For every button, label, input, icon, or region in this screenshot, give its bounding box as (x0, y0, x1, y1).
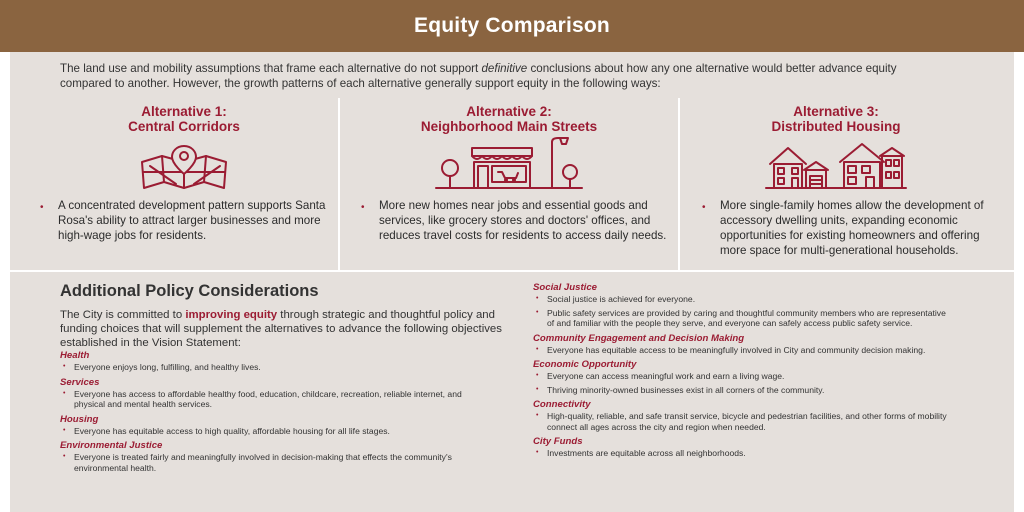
alternative-2-description (361, 198, 669, 243)
bullet-icon: • (536, 412, 539, 419)
alternative-1-card (30, 98, 340, 270)
category-environmental-justice: Environmental Justice (60, 440, 163, 451)
alternative-2-card (340, 98, 680, 270)
intro-text-end: conclusions about how any one alternative would better advance equity compared to another. However, the growth patterns of each alternative generally support equity in the following ways: (60, 62, 897, 90)
alternative-3-name: Distributed Housing (771, 119, 901, 134)
bullet-icon: • (63, 389, 66, 397)
bullet-icon: • (63, 453, 66, 460)
page-header (0, 0, 1024, 52)
policy-title: Additional Policy Considerations (60, 282, 319, 300)
alternative-3-card (680, 98, 992, 270)
bullet-icon: • (63, 426, 66, 434)
intro-text-start: The land use and mobility assumptions that frame each alternative do not support (60, 62, 482, 75)
alternative-2-number: Alternative 2: (466, 104, 552, 119)
list-item (60, 426, 470, 437)
list-item (533, 345, 953, 356)
policy-lead-start: The City is committed to (60, 309, 186, 321)
alternative-3-text: More single-family homes allow the development of accessory dwelling units, expanding economic opportunities for existing homeowners and offering more space for multi-generational households. (720, 199, 984, 257)
bullet-icon: • (40, 202, 44, 213)
alternative-2-text: More new homes near jobs and essential goods and services, like grocery stores and doctors' offices, and reduces travel costs for residents to access daily needs. (379, 199, 667, 242)
category-connectivity: Connectivity (533, 399, 591, 410)
policy-section (60, 282, 510, 350)
right-margin (1014, 52, 1024, 512)
alternative-1-title (30, 104, 338, 134)
alternative-1-description (40, 198, 328, 243)
list-item (533, 371, 953, 382)
bullet-icon: • (536, 308, 539, 316)
storefront-icon (434, 136, 584, 195)
item-text: Everyone is treated fairly and meaningfully involved in decision-making that effects the community's environmental health. (74, 452, 452, 473)
item-text: High-quality, reliable, and safe transit service, bicycle and pedestrian facilities, and other forms of mobility connect all ages across the city and region when needed. (547, 411, 947, 432)
map-pin-icon (136, 144, 232, 195)
list-item (60, 452, 470, 473)
category-health: Health (60, 350, 90, 361)
alternative-1-text: A concentrated development pattern supports Santa Rosa's ability to attract larger businesses and more high-wage jobs for residents. (58, 199, 326, 242)
list-item (60, 362, 470, 373)
alternative-3-description (702, 198, 990, 258)
bullet-icon: • (702, 202, 706, 213)
intro-paragraph (60, 61, 940, 91)
item-text: Thriving minority-owned businesses exist in all corners of the community. (547, 384, 825, 395)
houses-icon (764, 140, 908, 195)
item-text: Public safety services are provided by caring and thoughtful community members who are representative of and familiar with the people they serve, and everyone can safely access public safety service. (547, 307, 946, 328)
policy-lead-highlight: improving equity (185, 309, 278, 321)
bullet-icon: • (536, 449, 539, 456)
item-text: Everyone has equitable access to be meaningfully involved in City and community decision making. (547, 344, 926, 355)
right-categories (533, 282, 953, 459)
list-item (533, 448, 953, 459)
category-economic-opportunity: Economic Opportunity (533, 359, 637, 370)
alternative-3-title (680, 104, 992, 134)
item-text: Investments are equitable across all neighborhoods. (547, 448, 746, 458)
alternative-1-number: Alternative 1: (141, 104, 227, 119)
bullet-icon: • (536, 385, 539, 393)
alternative-1-name: Central Corridors (128, 119, 240, 134)
item-text: Social justice is achieved for everyone. (547, 294, 696, 304)
left-margin (0, 52, 10, 512)
category-housing: Housing (60, 413, 99, 425)
section-divider (0, 270, 1024, 272)
item-text: Everyone has access to affordable healthy food, education, childcare, recreation, reliable internet, and physical and mental health services. (74, 388, 462, 409)
list-item (60, 389, 470, 410)
category-social-justice: Social Justice (533, 282, 597, 293)
alternatives-row (30, 98, 994, 270)
list-item (533, 385, 953, 396)
alternative-2-title (340, 104, 678, 134)
item-text: Everyone has equitable access to high quality, affordable housing for all life stages. (74, 425, 390, 436)
page-title: Equity Comparison (414, 14, 610, 37)
bullet-icon: • (63, 363, 66, 370)
policy-lead-end: through strategic and thoughtful policy and funding choices that will supplement the alternatives to advance the following objectives established in the Vision Statement: (60, 309, 502, 349)
category-community-engagement: Community Engagement and Decision Making (533, 332, 745, 344)
category-services: Services (60, 376, 100, 388)
left-categories (60, 350, 470, 473)
alternative-2-name: Neighborhood Main Streets (420, 119, 598, 134)
bullet-icon: • (536, 345, 539, 353)
bullet-icon: • (361, 202, 365, 213)
item-text: Everyone can access meaningful work and earn a living wage. (547, 371, 785, 381)
bullet-icon: • (536, 372, 539, 379)
category-city-funds: City Funds (533, 436, 583, 447)
list-item (533, 294, 953, 305)
bullet-icon: • (536, 295, 539, 302)
item-text: Everyone enjoys long, fulfilling, and healthy lives. (74, 362, 261, 372)
policy-lead (60, 308, 510, 350)
intro-emphasis: definitive (481, 62, 528, 75)
list-item (533, 308, 953, 329)
list-item (533, 411, 953, 432)
alternative-3-number: Alternative 3: (793, 104, 879, 119)
